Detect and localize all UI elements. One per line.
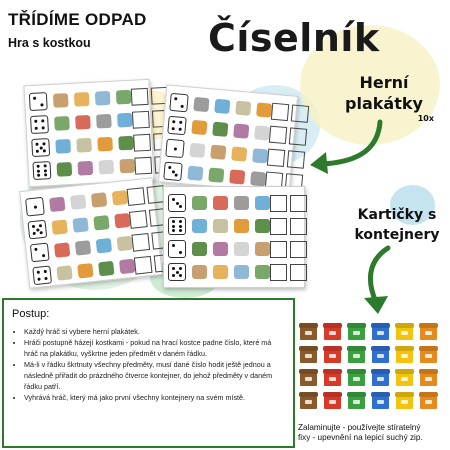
waste-item-icon: [192, 265, 207, 279]
die-icon: [168, 240, 186, 258]
game-board-3: [19, 177, 163, 288]
boards-callout: [328, 72, 440, 124]
waste-item-icon: [234, 196, 249, 210]
boards-callout-line1: Herní: [359, 73, 409, 92]
waste-item-icon: [114, 213, 130, 228]
die-icon: [30, 243, 50, 263]
die-icon: [169, 93, 189, 113]
empty-square: [131, 87, 149, 105]
waste-item-icon: [91, 192, 107, 207]
waste-item-icon: [98, 160, 114, 175]
container-bin-icon: [348, 350, 365, 363]
empty-square: [134, 255, 153, 274]
die-icon: [25, 197, 45, 217]
game-board-4: [163, 186, 305, 288]
waste-item-icon: [255, 219, 270, 233]
game-board-1: [23, 79, 154, 187]
waste-item-icon: [54, 242, 70, 257]
container-bin-icon: [372, 350, 389, 363]
title-line1: TŘÍDÍME ODPAD: [8, 10, 147, 29]
die-icon: [32, 265, 52, 285]
boards-callout-line2: plakátky: [345, 94, 423, 113]
rules-panel: [2, 298, 295, 448]
main-title: Číselník: [208, 16, 380, 60]
waste-item-icon: [72, 217, 88, 232]
board-row: [32, 155, 149, 181]
container-bin-icon: [372, 327, 389, 340]
container-bin-icon: [396, 373, 413, 386]
waste-item-icon: [97, 137, 113, 152]
waste-item-icon: [54, 116, 70, 131]
die-icon: [32, 161, 51, 180]
waste-item-icon: [49, 197, 65, 212]
container-bin-icon: [300, 350, 317, 363]
waste-item-icon: [75, 240, 91, 255]
die-icon: [27, 220, 47, 240]
empty-square: [290, 264, 307, 281]
empty-square: [134, 156, 152, 174]
empty-square: [290, 218, 307, 235]
container-bin-icon: [300, 327, 317, 340]
lamination-note: [298, 423, 448, 443]
container-bin-icon: [324, 327, 341, 340]
waste-item-icon: [255, 265, 270, 279]
waste-item-icon: [213, 265, 228, 279]
waste-item-icon: [234, 242, 249, 256]
waste-item-icon: [234, 219, 249, 233]
waste-item-icon: [96, 114, 112, 129]
waste-item-icon: [214, 99, 230, 114]
waste-item-icon: [255, 196, 270, 210]
header-titles: [8, 10, 147, 50]
waste-item-icon: [189, 143, 205, 158]
arrow-to-cards-icon: [352, 244, 402, 316]
rules-item-2: • Hráči postupně házejí kostkami - pokud na hrací kostce padne číslo, které má hráč na plakátku, vyškrtne jeden předmět v daném řádku.: [24, 337, 285, 359]
waste-item-icon: [95, 91, 111, 106]
empty-square: [287, 150, 305, 168]
waste-item-icon: [252, 148, 268, 163]
waste-item-icon: [255, 242, 270, 256]
cards-callout-line1: Kartičky s: [357, 207, 437, 223]
waste-item-icon: [117, 113, 133, 128]
empty-square: [131, 233, 150, 252]
die-icon: [29, 92, 48, 111]
empty-square: [269, 125, 287, 143]
waste-item-icon: [213, 219, 228, 233]
waste-item-icon: [55, 139, 71, 154]
waste-item-icon: [117, 236, 133, 251]
container-bin-icon: [372, 396, 389, 409]
waste-item-icon: [119, 259, 135, 274]
die-icon: [168, 263, 186, 281]
container-bin-icon: [420, 396, 437, 409]
empty-square: [270, 218, 287, 235]
waste-item-icon: [235, 101, 251, 116]
rules-item-1: • Každý hráč si vybere herní plakátek.: [24, 326, 285, 337]
waste-item-icon: [70, 194, 86, 209]
die-icon: [30, 115, 49, 134]
container-bin-icon: [348, 327, 365, 340]
empty-square: [291, 104, 309, 122]
waste-item-icon: [53, 93, 69, 108]
empty-square: [289, 127, 307, 145]
empty-square: [271, 102, 289, 120]
waste-item-icon: [116, 90, 132, 105]
waste-item-icon: [77, 161, 93, 176]
waste-item-icon: [96, 238, 112, 253]
board-row: [168, 193, 300, 213]
container-bin-icon: [396, 327, 413, 340]
empty-square: [270, 264, 287, 281]
die-icon: [31, 138, 50, 157]
empty-square: [127, 187, 146, 206]
die-icon: [168, 194, 186, 212]
empty-square: [132, 110, 150, 128]
note-line2: fixy - upevnění na lepicí suchý zip.: [298, 433, 423, 442]
waste-item-icon: [213, 196, 228, 210]
waste-item-icon: [250, 171, 266, 186]
note-line1: Zalaminujte - používejte stíratelný: [298, 423, 421, 432]
waste-item-icon: [192, 196, 207, 210]
waste-item-icon: [57, 162, 73, 177]
waste-item-icon: [212, 122, 228, 137]
board-row: [168, 216, 300, 236]
die-icon: [167, 116, 187, 136]
container-bin-icon: [348, 373, 365, 386]
boards-count: 10x: [417, 114, 434, 123]
container-bin-icon: [420, 350, 437, 363]
container-bin-icon: [420, 327, 437, 340]
board-row: [30, 109, 147, 135]
cards-callout-line2: kontejnery: [354, 227, 440, 243]
board-row: [31, 132, 148, 158]
waste-item-icon: [56, 265, 72, 280]
board-row: [29, 86, 146, 112]
waste-item-icon: [112, 190, 128, 205]
waste-item-icon: [118, 136, 134, 151]
waste-item-icon: [119, 159, 135, 174]
waste-item-icon: [191, 120, 207, 135]
rules-item-3: • Má-li v řádku škrtnuty všechny předměty, musí dané číslo hodit ještě jednou a následně přiřadit do prázdného čtverce kontejner, do jehož předměty v daném řádku patří.: [24, 359, 285, 392]
container-bin-icon: [396, 396, 413, 409]
rules-item-4: • Vyhrává hráč, který má jako první všechny kontejnery na svém místě.: [24, 392, 285, 403]
container-bin-icon: [396, 350, 413, 363]
empty-square: [290, 241, 307, 258]
waste-item-icon: [187, 166, 203, 181]
waste-item-icon: [77, 263, 93, 278]
board-row: [168, 239, 300, 259]
container-bin-icon: [372, 373, 389, 386]
arrow-to-boards-icon: [300, 118, 390, 178]
waste-item-icon: [192, 219, 207, 233]
rules-heading: Postup:: [12, 308, 50, 320]
container-cards-grid: [298, 322, 448, 414]
waste-item-icon: [52, 219, 68, 234]
container-bin-icon: [324, 350, 341, 363]
empty-square: [267, 148, 285, 166]
waste-item-icon: [208, 167, 224, 182]
waste-item-icon: [76, 138, 92, 153]
waste-item-icon: [93, 215, 109, 230]
container-bin-icon: [300, 373, 317, 386]
container-bin-icon: [324, 373, 341, 386]
waste-item-icon: [74, 92, 90, 107]
waste-item-icon: [229, 169, 245, 184]
waste-item-icon: [254, 125, 270, 140]
rules-list: [4, 326, 293, 403]
container-bin-icon: [420, 373, 437, 386]
container-bin-icon: [300, 396, 317, 409]
die-icon: [168, 217, 186, 235]
waste-item-icon: [75, 115, 91, 130]
die-icon: [163, 162, 183, 182]
board-row: [168, 262, 300, 282]
die-icon: [165, 139, 185, 159]
waste-item-icon: [213, 242, 228, 256]
empty-square: [290, 195, 307, 212]
waste-item-icon: [256, 102, 272, 117]
waste-item-icon: [231, 146, 247, 161]
empty-square: [270, 241, 287, 258]
waste-item-icon: [193, 97, 209, 112]
container-bin-icon: [324, 396, 341, 409]
waste-item-icon: [233, 123, 249, 138]
waste-item-icon: [210, 145, 226, 160]
empty-square: [129, 210, 148, 229]
title-line2: Hra s kostkou: [8, 36, 91, 50]
waste-item-icon: [98, 261, 114, 276]
empty-square: [270, 195, 287, 212]
container-bin-icon: [348, 396, 365, 409]
waste-item-icon: [234, 265, 249, 279]
empty-square: [133, 133, 151, 151]
cards-callout: [344, 205, 450, 245]
game-board-2: [158, 84, 298, 193]
waste-item-icon: [192, 242, 207, 256]
